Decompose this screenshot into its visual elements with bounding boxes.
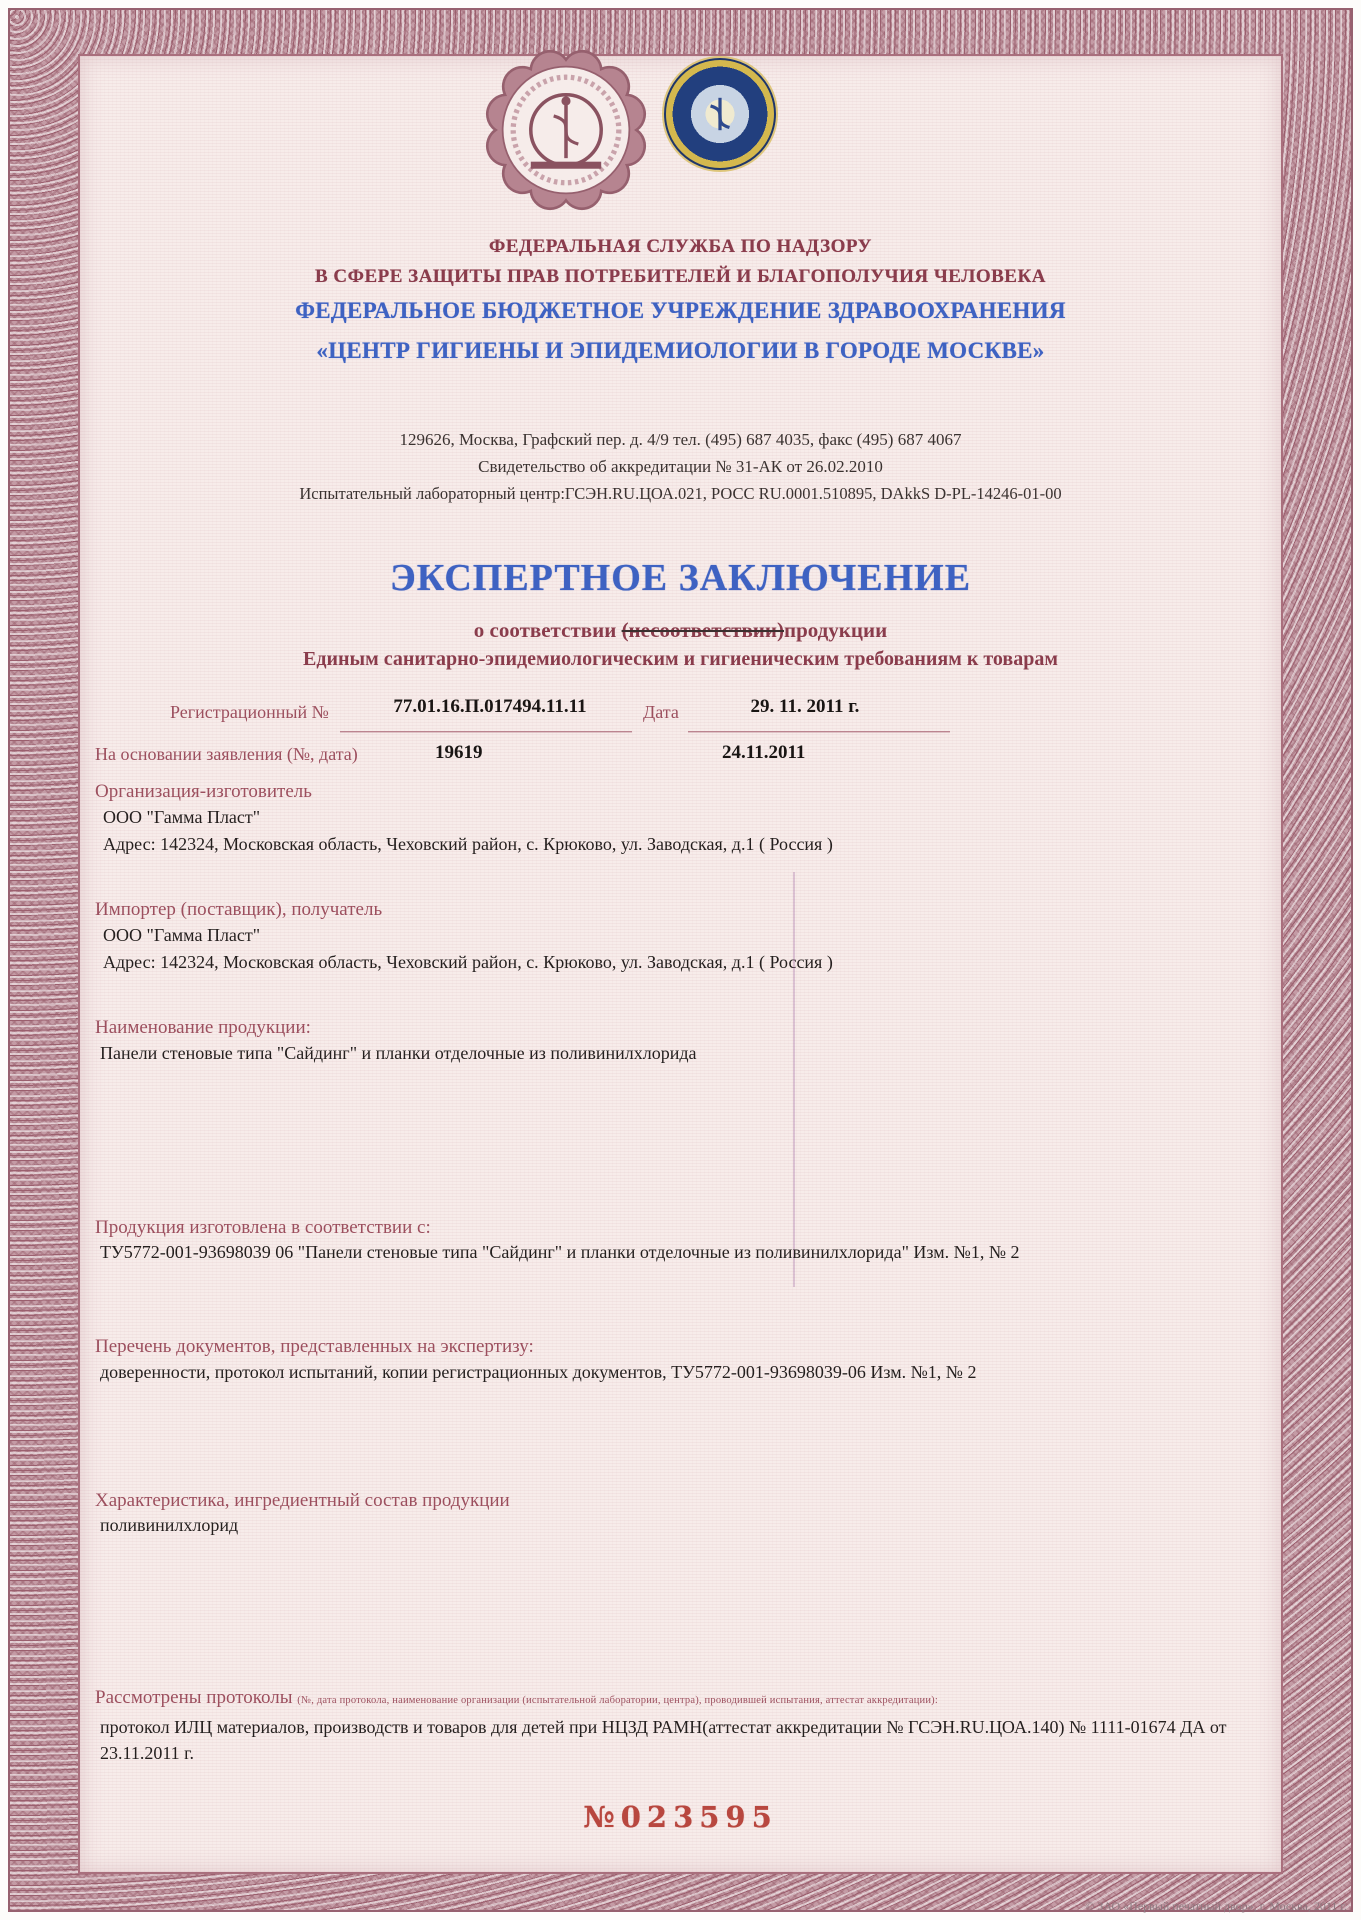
importer-name: ООО "Гамма Пласт" — [103, 925, 261, 945]
subtitle-prefix: о соответствии — [473, 618, 622, 642]
document-title: ЭКСПЕРТНОЕ ЗАКЛЮЧЕНИЕ — [389, 557, 972, 599]
manufacturer-address: Адрес: 142324, Московская область, Чеховский район, с. Крюково, ул. Заводская, д.1 ( Россия ) — [103, 834, 833, 854]
date-label: Дата — [643, 702, 679, 722]
subtitle-suffix: продукции — [784, 618, 888, 642]
registration-number-value: 77.01.16.П.017494.11.11 — [393, 696, 587, 717]
date-value: 29. 11. 2011 г. — [750, 696, 860, 717]
application-date: 24.11.2011 — [722, 742, 806, 763]
subtitle-struck-text: (несоответствии) — [621, 618, 784, 642]
institution-name-line2: «ЦЕНТР ГИГИЕНЫ И ЭПИДЕМИОЛОГИИ В ГОРОДЕ МОСКВЕ» — [316, 338, 1045, 363]
seal-banner — [531, 162, 601, 169]
product-value: Панели стеновые типа "Сайдинг" и планки отделочные из поливинилхлорида — [100, 1043, 697, 1063]
product-heading: Наименование продукции: — [95, 1017, 311, 1038]
protocols-heading — [95, 1687, 1281, 1709]
compliance-heading: Продукция изготовлена в соответствии с: — [95, 1217, 431, 1238]
round-color-seal — [664, 58, 776, 170]
institution-name-line1: ФЕДЕРАЛЬНОЕ БЮДЖЕТНОЕ УЧРЕЖДЕНИЕ ЗДРАВООХРАНЕНИЯ — [295, 298, 1066, 323]
characteristics-value: поливинилхлорид — [100, 1515, 239, 1535]
manufacturer-name: ООО "Гамма Пласт" — [103, 807, 261, 827]
compliance-value: ТУ5772-001-93698039 06 "Панели стеновые типа "Сайдинг" и планки отделочные из поливинилхлорида" Изм. №1, № 2 — [100, 1242, 1020, 1262]
hygieia-rosette-seal — [478, 42, 654, 218]
requirements-line: Единым санитарно-эпидемиологическим и гигиеническим требованиям к товарам — [303, 648, 1058, 670]
protocols-heading-note: (№, дата протокола, наименование организации (испытательной лаборатории, центра), проводившей испытания, аттестат аккредитации): — [297, 1695, 938, 1706]
lab-center-line: Испытательный лабораторный центр:ГСЭН.RU.ЦОА.021, РОСС RU.0001.510895, DAkkS D-PL-14246-01-00 — [299, 484, 1062, 503]
rosette-seal-graphic — [478, 42, 654, 218]
accreditation-line: Свидетельство об аккредитации № 31-АК от 26.02.2010 — [478, 457, 883, 476]
date-underline — [688, 731, 950, 732]
protocols-heading-main: Рассмотрены протоколы — [95, 1687, 298, 1708]
certificate-serial-number: №023595 — [583, 1800, 778, 1834]
document-subtitle — [80, 618, 1281, 643]
importer-heading: Импортер (поставщик), получатель — [95, 899, 383, 920]
fold-crease-line — [793, 872, 795, 1287]
application-number: 19619 — [435, 742, 483, 763]
documents-value: доверенности, протокол испытаний, копии регистрационных документов, ТУ5772-001-93698039-06 Изм. №1, № 2 — [100, 1362, 977, 1382]
printer-copyright-line: © ЗАО «Первый печатный двор», г. Москва, 2011 г. — [1085, 1899, 1347, 1913]
medical-symbol-icon — [666, 60, 774, 168]
address-line: 129626, Москва, Графский пер. д. 4/9 тел. (495) 687 4035, факс (495) 687 4067 — [399, 430, 962, 449]
importer-address: Адрес: 142324, Московская область, Чеховский район, с. Крюково, ул. Заводская, д.1 ( Россия ) — [103, 952, 833, 972]
application-label: На основании заявления (№, дата) — [95, 744, 358, 764]
protocols-value: протокол ИЛЦ материалов, производств и товаров для детей при НЦЗД РАМН(аттестат аккредитации № ГСЭН.RU.ЦОА.140) № 1111-01674 ДА от 23.11.2011 г. — [100, 1717, 1227, 1764]
registration-number-label: Регистрационный № — [170, 702, 329, 722]
documents-heading: Перечень документов, представленных на экспертизу: — [95, 1336, 534, 1357]
characteristics-heading: Характеристика, ингредиентный состав продукции — [95, 1490, 510, 1511]
agency-name-line1: ФЕДЕРАЛЬНАЯ СЛУЖБА ПО НАДЗОРУ — [489, 236, 872, 257]
agency-name-line2: В СФЕРЕ ЗАЩИТЫ ПРАВ ПОТРЕБИТЕЛЕЙ И БЛАГОПОЛУЧИЯ ЧЕЛОВЕКА — [315, 266, 1046, 287]
registration-underline — [340, 731, 632, 732]
manufacturer-heading: Организация-изготовитель — [95, 781, 312, 802]
